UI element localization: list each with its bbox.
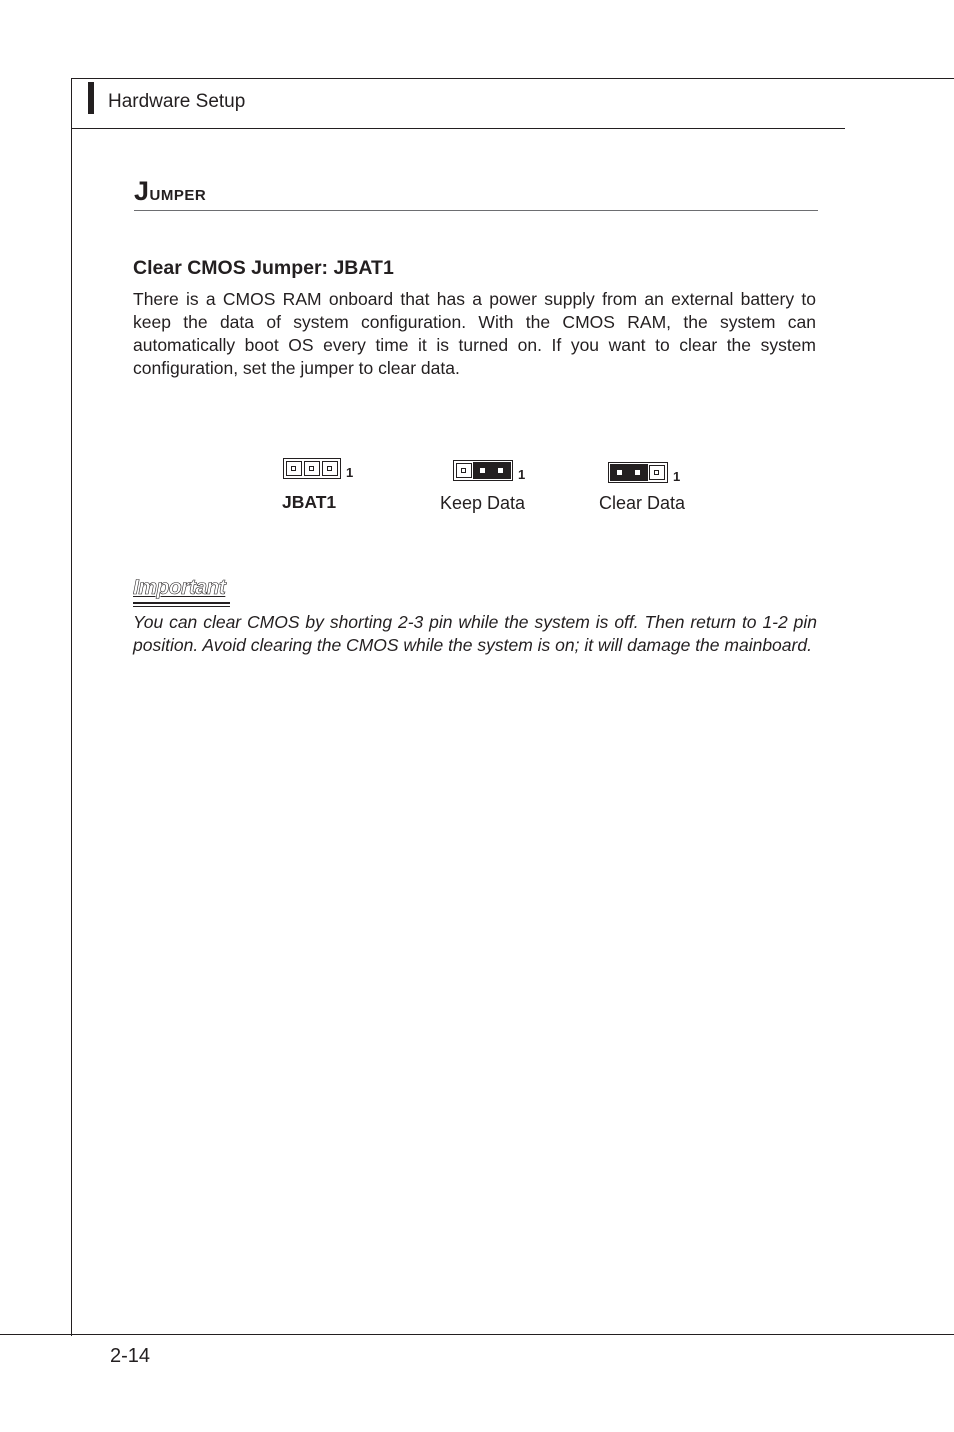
jumper-cap (473, 462, 511, 479)
pin-1 (322, 461, 338, 476)
important-underline (133, 602, 230, 604)
section-rule (134, 210, 818, 211)
pin-1 (649, 465, 665, 480)
pin-3 (456, 463, 472, 478)
header-bar-mark (88, 82, 94, 114)
jumper-pin-header (283, 458, 341, 479)
pin-2 (304, 461, 320, 476)
left-margin-rule (71, 78, 72, 1336)
header-rule (71, 128, 845, 129)
important-underline-thin (133, 606, 230, 607)
jumper-jbat1-diagram (283, 458, 353, 479)
important-heading: Important (133, 576, 226, 599)
jumper-cap (610, 464, 648, 481)
subsection-title: Clear CMOS Jumper: JBAT1 (133, 257, 394, 279)
pin-one-marker: 1 (346, 465, 354, 480)
pin-one-marker: 1 (673, 469, 681, 484)
jumper-pin-header (453, 460, 513, 481)
pin-1 (493, 463, 509, 478)
jumper-label-jbat1: JBAT1 (282, 492, 337, 512)
jumper-label-clear-data: Clear Data (599, 493, 686, 513)
top-rule (71, 78, 954, 79)
running-header: Hardware Setup (108, 91, 246, 112)
pin-one-marker: 1 (518, 467, 526, 482)
page-number: 2-14 (110, 1345, 151, 1367)
jumper-pin-header (608, 462, 668, 483)
jumper-label-keep-data: Keep Data (440, 493, 526, 513)
footer-rule (0, 1334, 954, 1335)
section-title-initial: J (134, 176, 150, 206)
pin-2 (630, 465, 646, 480)
section-title (134, 176, 206, 207)
pin-3 (612, 465, 628, 480)
pin-3 (286, 461, 302, 476)
section-title-rest: umper (149, 182, 207, 205)
important-body: You can clear CMOS by shorting 2-3 pin while the system is off. Then return to 1-2 pin position. Avoid clearing the CMOS while the system is on; it will damage the mainboard. (133, 612, 817, 655)
jumper-clear-data-diagram (608, 462, 680, 483)
jumper-keep-data-diagram (453, 460, 525, 481)
pin-2 (475, 463, 491, 478)
subsection-body: There is a CMOS RAM onboard that has a power supply from an external battery to keep the data of system configuration. With the CMOS RAM, the system can automatically boot OS every time it is turned on. If you want to clear the system configuration, set the jumper to clear data. (133, 289, 816, 378)
